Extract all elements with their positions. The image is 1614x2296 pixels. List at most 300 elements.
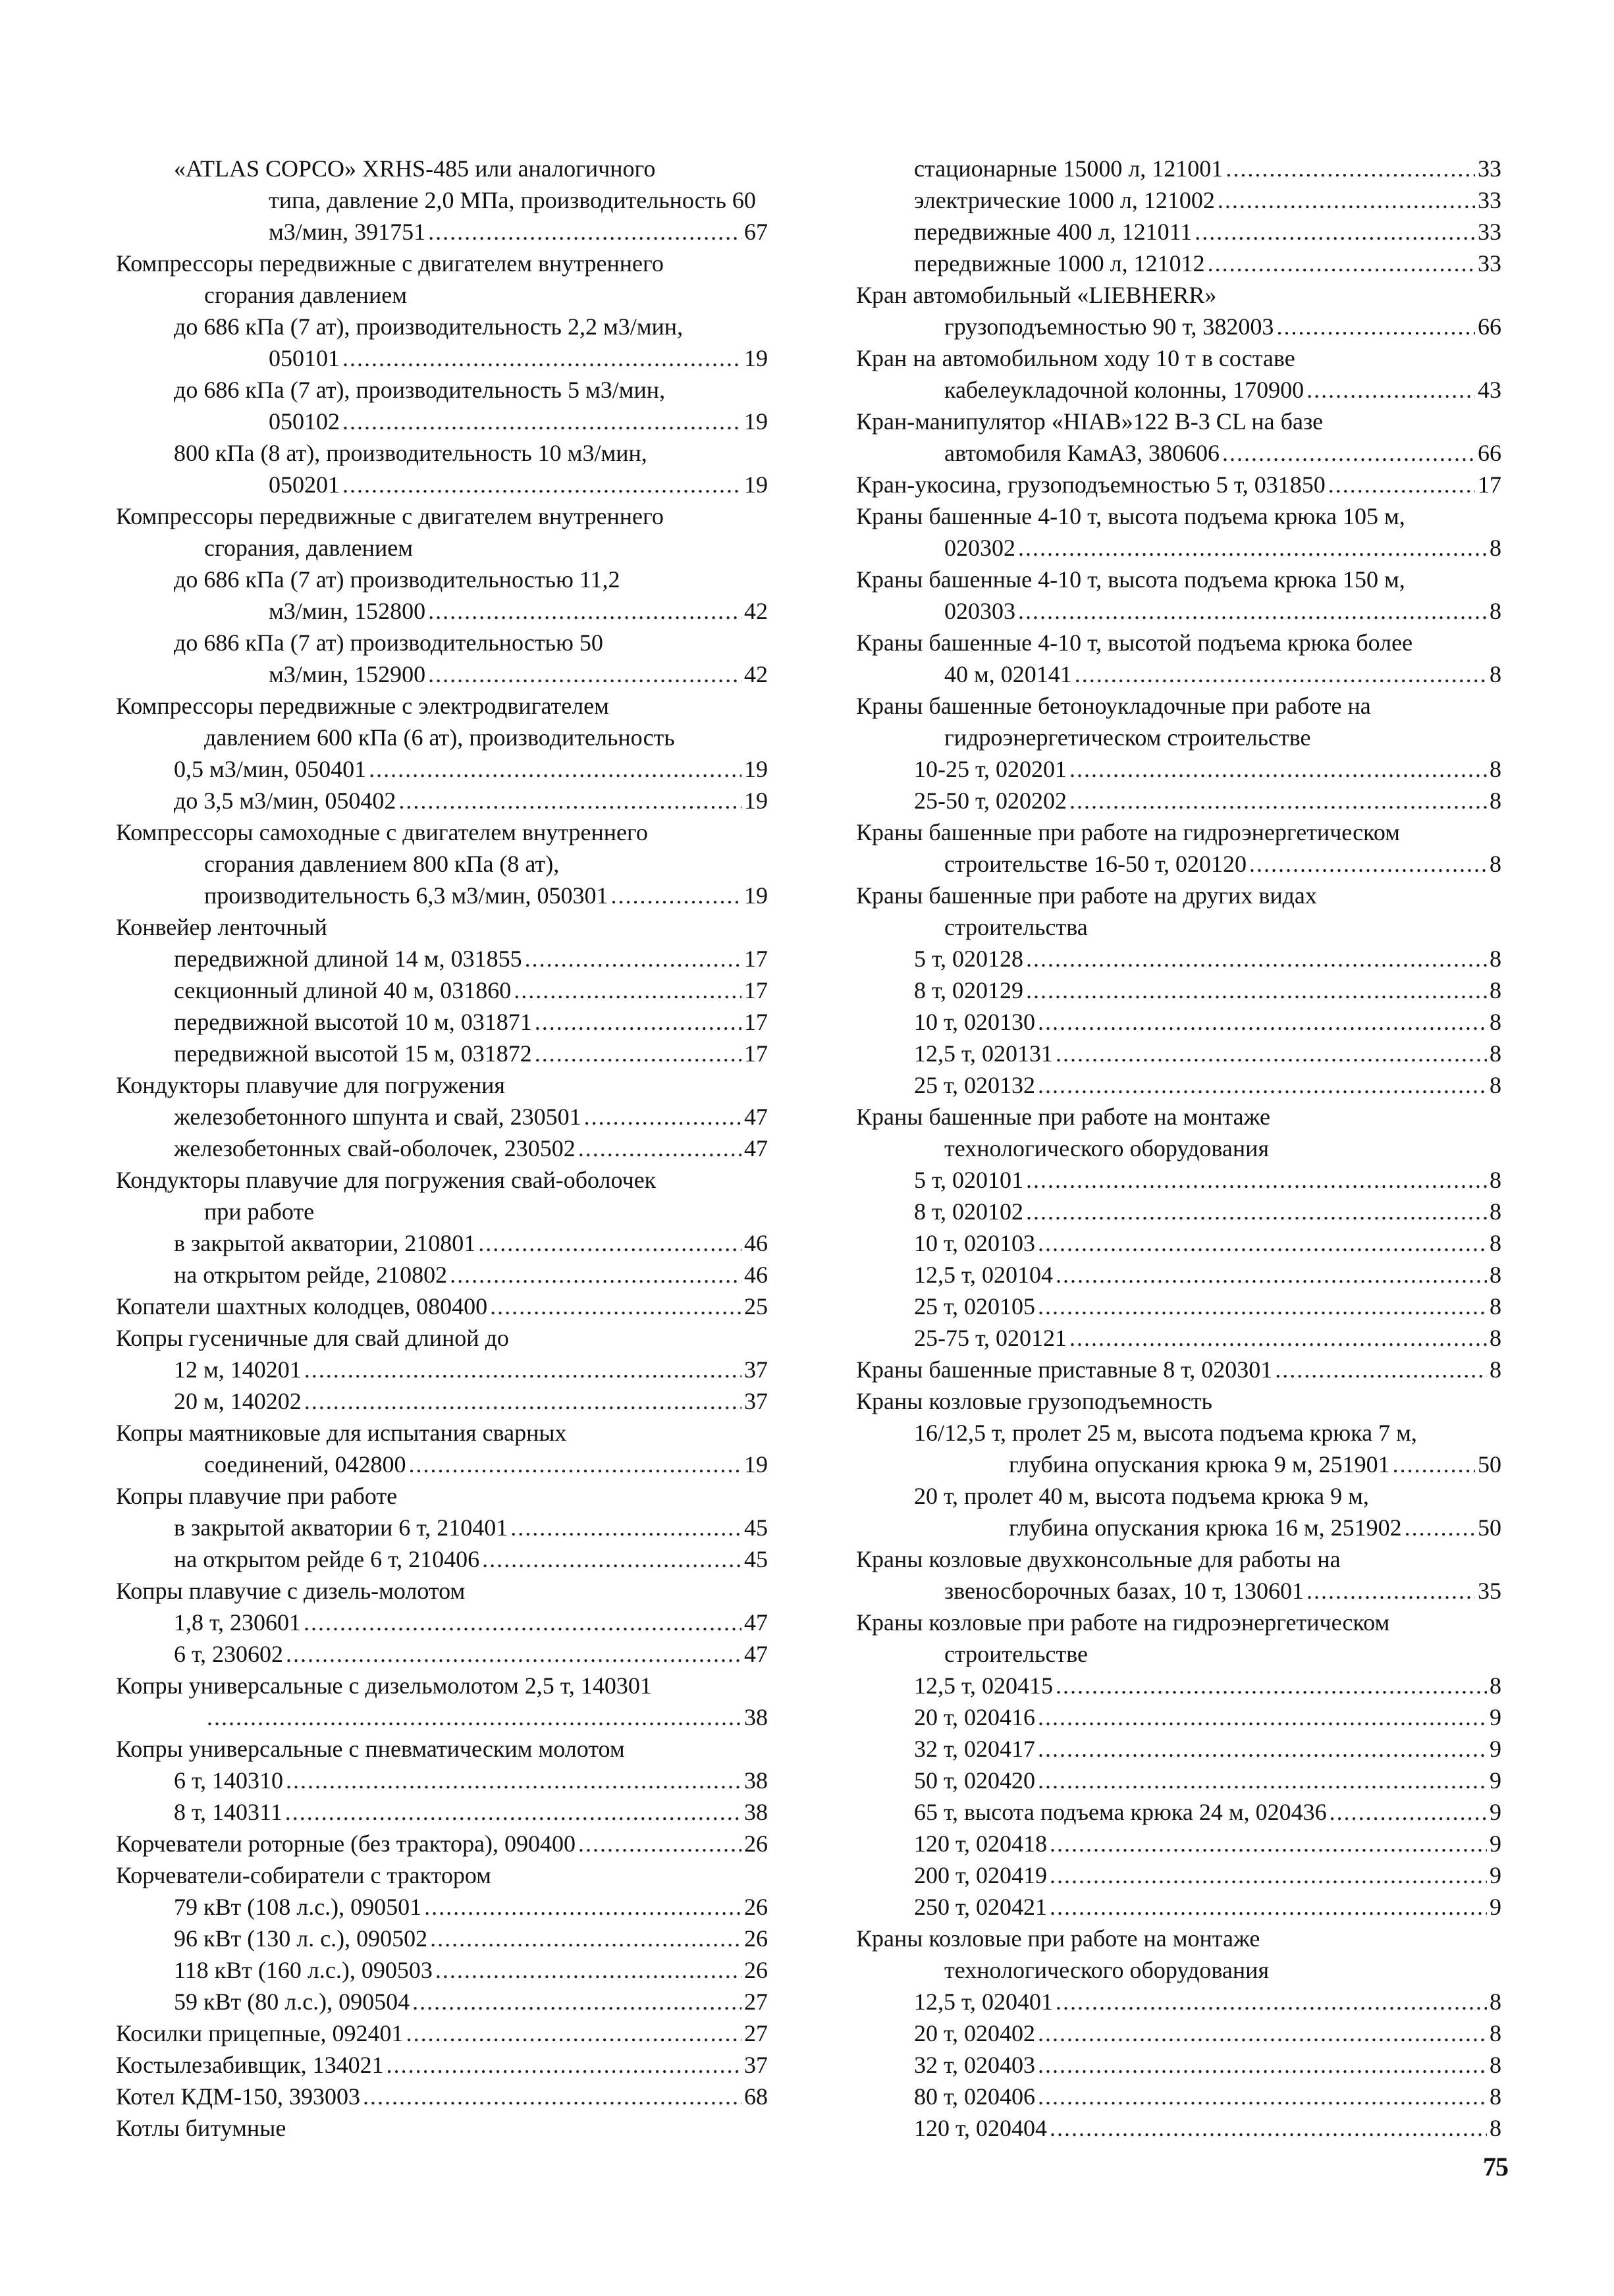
dot-leader: [430, 1923, 741, 1954]
entry-page-ref: 33: [1478, 187, 1501, 213]
dot-leader: [1075, 658, 1487, 690]
entry-text: Костылезабивщик, 134021: [116, 2052, 384, 2078]
entry-text: Краны башенные 4-10 т, высота подъема крюка 105 м,: [856, 503, 1405, 529]
dot-leader: [514, 974, 741, 1006]
entry-text: 120 т, 020418: [914, 1830, 1048, 1857]
dot-leader: [1405, 1512, 1475, 1543]
entry-page-ref: 47: [744, 1641, 768, 1667]
entry-page-ref: 38: [744, 1799, 768, 1825]
index-entry: [116, 2017, 768, 2049]
entry-page-ref: 8: [1490, 2083, 1501, 2110]
index-entry: [944, 1638, 1501, 1670]
entry-text: 50 т, 020420: [914, 1767, 1036, 1794]
dot-leader: [1018, 595, 1487, 627]
entry-text: стационарные 15000 л, 121001: [914, 155, 1224, 182]
entry-text: 5 т, 020128: [914, 946, 1024, 972]
entry-text: 10 т, 020103: [914, 1230, 1036, 1256]
index-entry: [174, 1385, 768, 1417]
entry-page-ref: 37: [744, 1388, 768, 1414]
entry-text: 6 т, 230602: [174, 1641, 284, 1667]
index-entry: [174, 785, 768, 816]
entry-text: звеносборочных базах, 10 т, 130601: [944, 1578, 1305, 1604]
entry-page-ref: 37: [744, 2052, 768, 2078]
index-entry: [174, 1986, 768, 2017]
index-entry: [856, 1354, 1501, 1385]
index-entry: [116, 1417, 768, 1449]
index-entry: [174, 1923, 768, 1954]
index-entry: [1009, 1512, 1501, 1543]
dot-leader: [535, 1038, 741, 1069]
index-entry: [204, 1449, 768, 1480]
dot-leader: [1050, 1859, 1487, 1891]
entry-page-ref: 26: [744, 1957, 768, 1983]
entry-text: автомобиля КамАЗ, 380606: [944, 440, 1220, 466]
dot-leader: [1069, 1322, 1487, 1354]
entry-page-ref: 19: [744, 1451, 768, 1478]
entry-text: м3/мин, 152800: [269, 598, 426, 624]
index-entry: [856, 690, 1501, 722]
entry-page-ref: 27: [744, 2020, 768, 2046]
index-entry: [116, 816, 768, 848]
index-entry: [944, 1575, 1501, 1607]
dot-leader: [409, 1449, 741, 1480]
dot-leader: [387, 2049, 741, 2081]
entry-page-ref: 9: [1490, 1894, 1501, 1920]
index-entry: [856, 1101, 1501, 1133]
entry-text: 16/12,5 т, пролет 25 м, высота подъема крюка 7 м,: [914, 1420, 1417, 1446]
entry-page-ref: 8: [1490, 1167, 1501, 1193]
entry-page-ref: 8: [1490, 1009, 1501, 1035]
entry-page-ref: 19: [744, 471, 768, 498]
index-entry: [116, 1733, 768, 1765]
dot-leader: [1038, 1701, 1487, 1733]
index-entry: [914, 1670, 1501, 1701]
index-entry: [174, 627, 768, 658]
index-entry: [1009, 1449, 1501, 1480]
index-entry: [116, 1575, 768, 1607]
index-entry: [116, 248, 768, 279]
dot-leader: [611, 880, 741, 911]
index-entry: [914, 1480, 1501, 1512]
entry-page-ref: 9: [1490, 1704, 1501, 1730]
index-entry: [914, 1986, 1501, 2017]
entry-text: Косилки прицепные, 092401: [116, 2020, 404, 2046]
entry-page-ref: 38: [744, 1767, 768, 1794]
index-entry: [269, 342, 768, 374]
index-entry: [204, 532, 768, 564]
entry-text: строительства: [944, 914, 1088, 940]
index-entry: [944, 532, 1501, 564]
dot-leader: [1306, 1575, 1475, 1607]
index-entry: [914, 1417, 1501, 1449]
index-entry: [914, 1006, 1501, 1038]
entry-text: 12 м, 140201: [174, 1356, 302, 1383]
index-entry: [174, 1796, 768, 1828]
index-entry: [204, 848, 768, 880]
entry-text: 12,5 т, 020415: [914, 1672, 1054, 1699]
index-entry: [914, 1796, 1501, 1828]
entry-text: Копры плавучие с дизель-молотом: [116, 1578, 466, 1604]
dot-leader: [406, 2017, 741, 2049]
entry-text: передвижной высотой 10 м, 031871: [174, 1009, 532, 1035]
dot-leader: [207, 1701, 741, 1733]
index-entry: [856, 564, 1501, 595]
dot-leader: [1026, 1164, 1487, 1196]
index-entry: [116, 2049, 768, 2081]
dot-leader: [1018, 532, 1487, 564]
dot-leader: [1218, 184, 1475, 216]
entry-page-ref: 42: [744, 598, 768, 624]
entry-text: до 3,5 м3/мин, 050402: [174, 788, 396, 814]
entry-page-ref: 45: [744, 1546, 768, 1572]
index-entry: [174, 1006, 768, 1038]
dot-leader: [285, 1796, 741, 1828]
dot-leader: [1038, 2017, 1487, 2049]
entry-page-ref: 33: [1478, 155, 1501, 182]
entry-text: Копры маятниковые для испытания сварных: [116, 1420, 567, 1446]
dot-leader: [1056, 1986, 1487, 2017]
index-column-right: [856, 153, 1501, 2144]
entry-text: 25-50 т, 020202: [914, 788, 1067, 814]
index-entry: [174, 1259, 768, 1291]
entry-text: м3/мин, 391751: [269, 219, 426, 245]
entry-text: Кондукторы плавучие для погружения: [116, 1072, 505, 1098]
entry-text: железобетонного шпунта и свай, 230501: [174, 1104, 581, 1130]
index-entry: [116, 1828, 768, 1859]
dot-leader: [1038, 1227, 1487, 1259]
entry-page-ref: 27: [744, 1989, 768, 2015]
index-entry: [116, 500, 768, 532]
dot-leader: [478, 1227, 741, 1259]
entry-text: 020303: [944, 598, 1015, 624]
entry-text: грузоподъемностью 90 т, 382003: [944, 313, 1274, 340]
entry-text: 250 т, 020421: [914, 1894, 1048, 1920]
entry-text: Кран автомобильный «LIEBHERR»: [856, 282, 1217, 308]
index-entry: [204, 1196, 768, 1227]
entry-text: 800 кПа (8 ат), производительность 10 м3/мин,: [174, 440, 647, 466]
entry-page-ref: 19: [744, 345, 768, 371]
index-entry: [944, 1133, 1501, 1164]
index-entry: [269, 184, 768, 216]
entry-page-ref: 66: [1478, 440, 1501, 466]
entry-text: Котлы битумные: [116, 2115, 286, 2141]
dot-leader: [342, 342, 741, 374]
dot-leader: [428, 216, 741, 248]
index-entry: [116, 1322, 768, 1354]
index-entry: [116, 1859, 768, 1891]
dot-leader: [435, 1954, 741, 1986]
index-entry: [914, 1859, 1501, 1891]
entry-text: до 686 кПа (7 ат), производительность 5 м3/мин,: [174, 377, 666, 403]
dot-leader: [369, 753, 741, 785]
entry-page-ref: 66: [1478, 313, 1501, 340]
dot-leader: [1276, 311, 1475, 342]
entry-text: Краны башенные 4-10 т, высота подъема крюка 150 м,: [856, 566, 1405, 593]
index-entry: [914, 1291, 1501, 1322]
dot-leader: [1225, 153, 1475, 184]
entry-text: 8 т, 140311: [174, 1799, 282, 1825]
entry-text: 050201: [269, 471, 340, 498]
entry-page-ref: 8: [1490, 756, 1501, 782]
entry-text: в закрытой акватории 6 т, 210401: [174, 1514, 508, 1541]
index-entry: [269, 216, 768, 248]
entry-page-ref: 9: [1490, 1767, 1501, 1794]
index-entry: [174, 311, 768, 342]
entry-page-ref: 9: [1490, 1862, 1501, 1888]
dot-leader: [1056, 1670, 1487, 1701]
dot-leader: [1069, 753, 1487, 785]
index-entry: [174, 1638, 768, 1670]
entry-text: секционный длиной 40 м, 031860: [174, 977, 512, 1003]
dot-leader: [1393, 1449, 1475, 1480]
entry-page-ref: 8: [1490, 598, 1501, 624]
index-entry: [914, 1038, 1501, 1069]
entry-text: Краны козловые двухконсольные для работы на: [856, 1546, 1341, 1572]
entry-page-ref: 17: [744, 977, 768, 1003]
index-entry: [856, 279, 1501, 311]
entry-page-ref: 9: [1490, 1736, 1501, 1762]
index-entry: [116, 1670, 768, 1701]
entry-text: строительстве 16-50 т, 020120: [944, 851, 1247, 877]
index-entry: [174, 943, 768, 974]
index-entry: [914, 974, 1501, 1006]
dot-leader: [535, 1006, 741, 1038]
index-entry: [269, 469, 768, 500]
entry-text: сгорания давлением: [204, 282, 407, 308]
entry-page-ref: 47: [744, 1609, 768, 1636]
entry-page-ref: 8: [1490, 851, 1501, 877]
entry-page-ref: 8: [1490, 2052, 1501, 2078]
entry-page-ref: 8: [1490, 977, 1501, 1003]
entry-page-ref: 42: [744, 661, 768, 687]
index-entry: [914, 1891, 1501, 1923]
index-entry: [174, 437, 768, 469]
index-entry: [204, 722, 768, 753]
index-entry: [204, 279, 768, 311]
dot-leader: [490, 1291, 741, 1322]
index-entry: [174, 1765, 768, 1796]
entry-text: Копатели шахтных колодцев, 080400: [116, 1293, 488, 1320]
index-entry: [174, 1512, 768, 1543]
dot-leader: [510, 1512, 741, 1543]
entry-text: на открытом рейде, 210802: [174, 1262, 448, 1288]
entry-page-ref: 25: [744, 1293, 768, 1320]
dot-leader: [1249, 848, 1487, 880]
index-entry: [914, 753, 1501, 785]
entry-text: передвижной высотой 15 м, 031872: [174, 1040, 532, 1067]
dot-leader: [304, 1354, 741, 1385]
entry-text: Копры универсальные с дизельмолотом 2,5 т, 140301: [116, 1672, 652, 1699]
index-entry: [174, 1543, 768, 1575]
dot-leader: [412, 1986, 741, 2017]
index-entry: [174, 1954, 768, 1986]
dot-leader: [450, 1259, 741, 1291]
entry-text: 20 т, 020402: [914, 2020, 1036, 2046]
entry-page-ref: 8: [1490, 1262, 1501, 1288]
index-entry: [944, 658, 1501, 690]
entry-text: 79 кВт (108 л.с.), 090501: [174, 1894, 422, 1920]
dot-leader: [584, 1101, 741, 1133]
index-entry: [914, 1828, 1501, 1859]
entry-text: 20 т, 020416: [914, 1704, 1036, 1730]
entry-text: Компрессоры передвижные с электродвигателем: [116, 693, 609, 719]
index-entry: [204, 880, 768, 911]
entry-text: 10 т, 020130: [914, 1009, 1036, 1035]
entry-page-ref: 50: [1478, 1451, 1501, 1478]
index-entry: [856, 1385, 1501, 1417]
entry-text: Компрессоры передвижные с двигателем внутреннего: [116, 503, 664, 529]
index-entry: [944, 374, 1501, 406]
entry-text: 20 т, пролет 40 м, высота подъема крюка 9 м,: [914, 1483, 1369, 1509]
entry-text: соединений, 042800: [204, 1451, 406, 1478]
entry-text: 020302: [944, 535, 1015, 561]
index-entry: [944, 437, 1501, 469]
entry-page-ref: 8: [1490, 1356, 1501, 1383]
entry-text: передвижные 1000 л, 121012: [914, 250, 1205, 277]
entry-text: 050101: [269, 345, 340, 371]
dot-leader: [428, 658, 741, 690]
entry-text: «ATLAS COPCO» XRHS-485 или аналогичного: [174, 155, 656, 182]
entry-text: Копры универсальные с пневматическим молотом: [116, 1736, 625, 1762]
dot-leader: [1330, 1796, 1487, 1828]
entry-page-ref: 33: [1478, 219, 1501, 245]
entry-page-ref: 8: [1490, 661, 1501, 687]
entry-page-ref: 26: [744, 1925, 768, 1952]
index-entry: [914, 153, 1501, 184]
entry-page-ref: 9: [1490, 1799, 1501, 1825]
entry-page-ref: 46: [744, 1262, 768, 1288]
dot-leader: [1038, 2081, 1487, 2112]
entry-text: 25 т, 020105: [914, 1293, 1036, 1320]
entry-text: 25 т, 020132: [914, 1072, 1036, 1098]
entry-text: 12,5 т, 020401: [914, 1989, 1054, 2015]
entry-text: производительность 6,3 м3/мин, 050301: [204, 882, 608, 909]
index-entry: [944, 595, 1501, 627]
index-entry: [174, 374, 768, 406]
dot-leader: [578, 1828, 741, 1859]
entry-text: 40 м, 020141: [944, 661, 1072, 687]
index-entry: [944, 1954, 1501, 1986]
index-entry: [856, 1923, 1501, 1954]
entry-text: Кран на автомобильном ходу 10 т в составе: [856, 345, 1295, 371]
index-entry: [174, 974, 768, 1006]
index-entry: [174, 1038, 768, 1069]
entry-text: до 686 кПа (7 ат) производительностью 11,2: [174, 566, 620, 593]
entry-text: Краны козловые при работе на гидроэнергетическом: [856, 1609, 1390, 1636]
entry-page-ref: 47: [744, 1104, 768, 1130]
entry-text: гидроэнергетическом строительстве: [944, 724, 1311, 751]
entry-text: Краны козловые при работе на монтаже: [856, 1925, 1260, 1952]
entry-text: в закрытой акватории, 210801: [174, 1230, 476, 1256]
entry-text: 6 т, 140310: [174, 1767, 284, 1794]
entry-page-ref: 50: [1478, 1514, 1501, 1541]
index-entry: [204, 1701, 768, 1733]
entry-text: 200 т, 020419: [914, 1862, 1048, 1888]
dot-leader: [286, 1765, 741, 1796]
index-entry: [856, 627, 1501, 658]
index-entry: [116, 690, 768, 722]
entry-page-ref: 19: [744, 788, 768, 814]
entry-text: технологического оборудования: [944, 1135, 1269, 1161]
entry-page-ref: 38: [744, 1704, 768, 1730]
entry-page-ref: 8: [1490, 2115, 1501, 2141]
entry-text: 8 т, 020102: [914, 1198, 1024, 1225]
entry-text: глубина опускания крюка 16 м, 251902: [1009, 1514, 1402, 1541]
entry-text: м3/мин, 152900: [269, 661, 426, 687]
dot-leader: [1038, 1069, 1487, 1101]
entry-page-ref: 68: [744, 2083, 768, 2110]
entry-page-ref: 47: [744, 1135, 768, 1161]
entry-text: Корчеватели роторные (без трактора), 090400: [116, 1830, 576, 1857]
index-entry: [856, 1607, 1501, 1638]
dot-leader: [1038, 1733, 1487, 1765]
dot-leader: [1069, 785, 1487, 816]
dot-leader: [525, 943, 741, 974]
index-entry: [856, 500, 1501, 532]
index-entry: [944, 722, 1501, 753]
index-entry: [856, 1543, 1501, 1575]
index-entry: [914, 184, 1501, 216]
dot-leader: [1208, 248, 1475, 279]
page-number: 75: [1483, 2152, 1508, 2181]
index-entry: [856, 406, 1501, 437]
entry-text: технологического оборудования: [944, 1957, 1269, 1983]
index-entry: [116, 1291, 768, 1322]
entry-text: 12,5 т, 020131: [914, 1040, 1054, 1067]
index-entry: [914, 943, 1501, 974]
dot-leader: [1050, 2112, 1487, 2144]
entry-text: 59 кВт (80 л.с.), 090504: [174, 1989, 410, 2015]
entry-page-ref: 19: [744, 756, 768, 782]
index-entry: [914, 1069, 1501, 1101]
dot-leader: [424, 1891, 741, 1923]
entry-text: Краны козловые грузоподъемность: [856, 1388, 1212, 1414]
entry-page-ref: 17: [1478, 471, 1501, 498]
entry-text: 1,8 т, 230601: [174, 1609, 302, 1636]
index-entry: [856, 469, 1501, 500]
entry-text: передвижные 400 л, 121011: [914, 219, 1193, 245]
entry-page-ref: 8: [1490, 1989, 1501, 2015]
index-entry: [116, 1480, 768, 1512]
entry-text: 5 т, 020101: [914, 1167, 1024, 1193]
entry-text: до 686 кПа (7 ат) производительностью 50: [174, 629, 603, 656]
entry-text: 80 т, 020406: [914, 2083, 1036, 2110]
entry-text: 0,5 м3/мин, 050401: [174, 756, 367, 782]
entry-text: 25-75 т, 020121: [914, 1325, 1067, 1351]
index-entry: [914, 1164, 1501, 1196]
index-entry: [914, 785, 1501, 816]
index-entry: [116, 2081, 768, 2112]
index-entry: [174, 1227, 768, 1259]
index-entry: [914, 2017, 1501, 2049]
entry-page-ref: 8: [1490, 946, 1501, 972]
entry-text: Компрессоры передвижные с двигателем внутреннего: [116, 250, 664, 277]
dot-leader: [1038, 2049, 1487, 2081]
dot-leader: [578, 1133, 741, 1164]
index-entry: [269, 406, 768, 437]
entry-page-ref: 8: [1490, 1325, 1501, 1351]
entry-page-ref: 8: [1490, 2020, 1501, 2046]
entry-text: Краны башенные при работе на гидроэнергетическом: [856, 819, 1400, 845]
entry-page-ref: 43: [1478, 377, 1501, 403]
index-entry: [914, 248, 1501, 279]
entry-text: Кран-манипулятор «HIAB»122 B-3 CL на базе: [856, 408, 1324, 435]
index-entry: [914, 1227, 1501, 1259]
entry-text: 12,5 т, 020104: [914, 1262, 1054, 1288]
index-entry: [269, 658, 768, 690]
entry-text: 96 кВт (130 л. с.), 090502: [174, 1925, 428, 1952]
dot-leader: [342, 469, 741, 500]
